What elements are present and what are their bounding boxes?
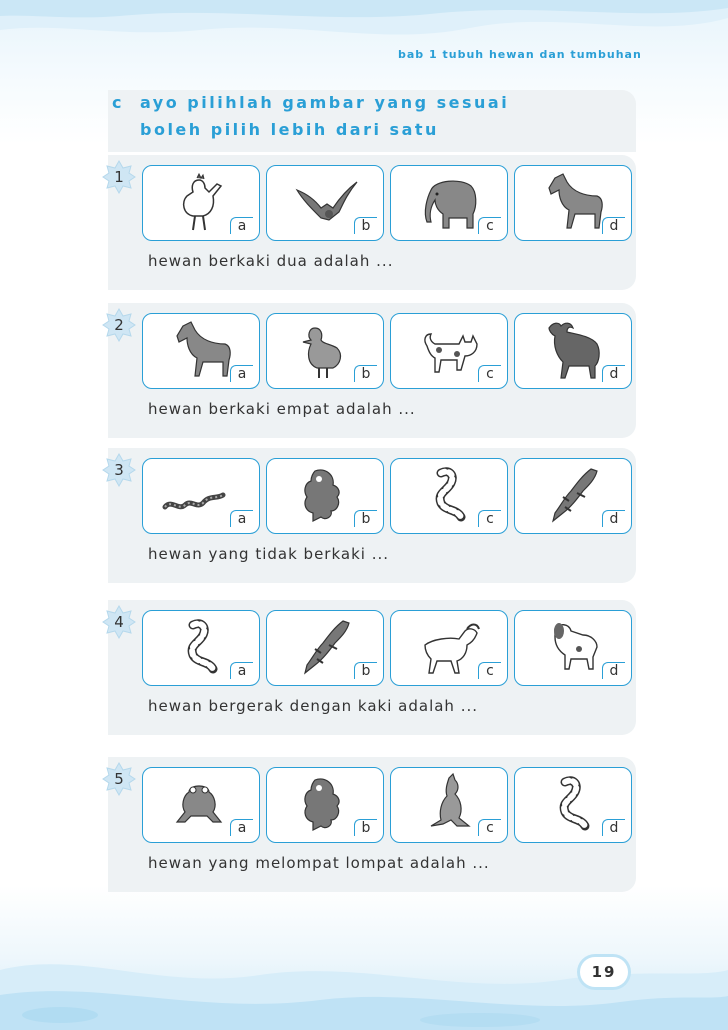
option-label: a bbox=[230, 662, 253, 679]
crocodile-icon bbox=[293, 615, 359, 681]
question-text: hewan yang tidak berkaki ... bbox=[148, 545, 390, 563]
cat-icon bbox=[417, 318, 483, 384]
instruction-line-2: boleh pilih lebih dari satu bbox=[140, 120, 439, 139]
question-number: 2 bbox=[114, 316, 124, 334]
fish-icon bbox=[293, 772, 353, 838]
snake-icon bbox=[417, 463, 477, 529]
option-card-5c[interactable] bbox=[390, 767, 508, 843]
option-label: b bbox=[354, 365, 377, 382]
option-label: a bbox=[230, 217, 253, 234]
option-label: d bbox=[602, 662, 625, 679]
option-card-3c[interactable] bbox=[390, 458, 508, 534]
option-card-3d[interactable] bbox=[514, 458, 632, 534]
fish-icon bbox=[293, 463, 353, 529]
option-card-5d[interactable] bbox=[514, 767, 632, 843]
option-card-2d[interactable] bbox=[514, 313, 632, 389]
snake-icon bbox=[541, 772, 601, 838]
question-text: hewan bergerak dengan kaki adalah ... bbox=[148, 697, 479, 715]
question-text: hewan berkaki empat adalah ... bbox=[148, 400, 416, 418]
instruction-line-1: ayo pilihlah gambar yang sesuai bbox=[140, 93, 510, 112]
worm-icon bbox=[161, 463, 227, 529]
option-card-5a[interactable] bbox=[142, 767, 260, 843]
option-card-2c[interactable] bbox=[390, 313, 508, 389]
option-label: d bbox=[602, 819, 625, 836]
question-number-badge bbox=[102, 762, 136, 796]
option-label: c bbox=[478, 819, 501, 836]
question-number: 4 bbox=[114, 613, 124, 631]
dog-icon bbox=[541, 615, 607, 681]
option-label: d bbox=[602, 217, 625, 234]
option-card-4c[interactable] bbox=[390, 610, 508, 686]
question-section-1 bbox=[108, 155, 636, 290]
option-card-4a[interactable] bbox=[142, 610, 260, 686]
crocodile-icon bbox=[541, 463, 607, 529]
option-card-1c[interactable] bbox=[390, 165, 508, 241]
option-card-2b[interactable] bbox=[266, 313, 384, 389]
question-number: 5 bbox=[114, 770, 124, 788]
question-section-2 bbox=[108, 303, 636, 438]
rooster-icon bbox=[169, 170, 229, 236]
question-number-badge bbox=[102, 160, 136, 194]
option-card-2a[interactable] bbox=[142, 313, 260, 389]
question-section-3 bbox=[108, 448, 636, 583]
goat-icon bbox=[417, 615, 483, 681]
option-card-1b[interactable] bbox=[266, 165, 384, 241]
option-label: a bbox=[230, 365, 253, 382]
option-card-3b[interactable] bbox=[266, 458, 384, 534]
option-label: c bbox=[478, 217, 501, 234]
duck-icon bbox=[293, 318, 353, 384]
buffalo-icon bbox=[541, 318, 607, 384]
question-number: 3 bbox=[114, 461, 124, 479]
option-label: b bbox=[354, 217, 377, 234]
option-label: d bbox=[602, 510, 625, 527]
option-label: a bbox=[230, 819, 253, 836]
option-card-4b[interactable] bbox=[266, 610, 384, 686]
option-card-1d[interactable] bbox=[514, 165, 632, 241]
option-card-4d[interactable] bbox=[514, 610, 632, 686]
option-card-5b[interactable] bbox=[266, 767, 384, 843]
chapter-header: bab 1 tubuh hewan dan tumbuhan bbox=[398, 48, 642, 61]
question-number: 1 bbox=[114, 168, 124, 186]
option-label: b bbox=[354, 662, 377, 679]
kangaroo-icon bbox=[417, 772, 477, 838]
question-text: hewan yang melompat lompat adalah ... bbox=[148, 854, 490, 872]
horse-icon bbox=[541, 170, 607, 236]
page-number: 19 bbox=[580, 957, 628, 987]
option-label: c bbox=[478, 662, 501, 679]
question-section-4 bbox=[108, 600, 636, 735]
option-card-3a[interactable] bbox=[142, 458, 260, 534]
question-number-badge bbox=[102, 453, 136, 487]
option-label: c bbox=[478, 365, 501, 382]
snake-icon bbox=[169, 615, 229, 681]
horse-icon bbox=[169, 318, 235, 384]
option-label: d bbox=[602, 365, 625, 382]
question-text: hewan berkaki dua adalah ... bbox=[148, 252, 394, 270]
question-number-badge bbox=[102, 605, 136, 639]
question-section-5 bbox=[108, 757, 636, 892]
top-wave-decoration bbox=[0, 0, 728, 90]
question-number-badge bbox=[102, 308, 136, 342]
option-label: a bbox=[230, 510, 253, 527]
eagle-icon bbox=[293, 170, 359, 236]
instruction-letter: c bbox=[112, 93, 124, 112]
option-card-1a[interactable] bbox=[142, 165, 260, 241]
option-label: b bbox=[354, 819, 377, 836]
option-label: b bbox=[354, 510, 377, 527]
option-label: c bbox=[478, 510, 501, 527]
elephant-icon bbox=[417, 170, 483, 236]
frog-icon bbox=[169, 772, 229, 838]
